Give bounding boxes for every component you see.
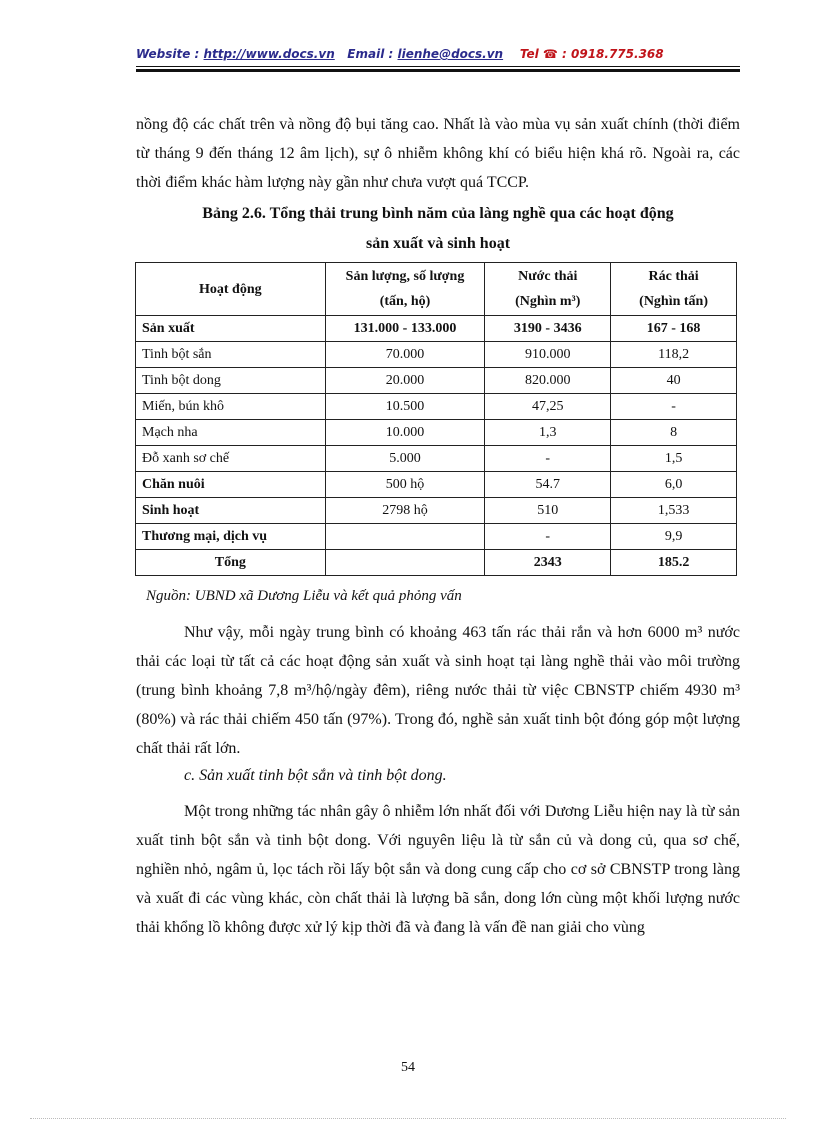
paragraph-2: Như vậy, mỗi ngày trung bình có khoảng 463 tấn rác thải rắn và hơn 6000 m³ nước thải các loại từ tất cả các hoạt động sản xuất và sinh hoạt tại làng nghề thải vào môi trường (trung bình khoảng 7,8 m³/hộ/ngày đêm), riêng nước thải từ việc CBNSTP chiếm 4930 m³ (80%) và rác thải chiếm 450 tấn (97%). Trong đó, nghề sản xuất tinh bột đóng góp một lượng chất thải rất lớn.: [136, 624, 740, 757]
table-caption-line2: sản xuất và sinh hoạt: [365, 235, 511, 252]
paragraph-3: Một trong những tác nhân gây ô nhiễm lớn nhất đối với Dương Liễu hiện nay là từ sản xuất tinh bột sắn và tinh bột dong. Với nguyên liệu là từ sắn củ và dong củ, qua sơ chế, nghiền nhỏ, ngâm ủ, lọc tách rồi lấy bột sắn và dong cung cấp cho cơ sở CBNSTP trong làng và xuất đi các vùng khác, còn chất thải là lượng bã sắn, dong lớn cùng một khối lượng nước thải khổng lồ không được xử lý kịp thời đã và đang là vấn đề nan giải cho vùng: [136, 803, 740, 936]
header-rule-thick: [136, 69, 740, 72]
table-source: Nguồn: UBND xã Dương Liễu và kết quả phỏng vấn: [146, 588, 462, 604]
subheading: c. Sản xuất tinh bột sắn và tinh bột dong.: [184, 767, 447, 784]
tel-number: 0918.775.368: [571, 47, 664, 61]
table-caption-line1: Bảng 2.6. Tổng thải trung bình năm của làng nghề qua các hoạt động: [202, 205, 674, 222]
header-activity: Hoạt động: [136, 263, 326, 316]
table-total-row: Tổng 2343 185.2: [136, 550, 737, 576]
email-label: Email :: [347, 47, 394, 61]
table-row: Sinh hoạt 2798 hộ 510 1,533: [136, 498, 737, 524]
waste-table: [135, 262, 737, 576]
email-link[interactable]: lienhe@docs.vn: [397, 47, 504, 61]
table-row: Thương mại, dịch vụ - 9,9: [136, 524, 737, 550]
table-row: Đỗ xanh sơ chế 5.000 - 1,5: [136, 446, 737, 472]
table-row: Mạch nha 10.000 1,3 8: [136, 420, 737, 446]
table-header-row: [136, 263, 737, 316]
header-wastewater: Nước thải (Nghìn m³): [485, 263, 611, 316]
table-caption: [136, 199, 740, 259]
header-output: Sản lượng, số lượng (tấn, hộ): [325, 263, 485, 316]
header-rule-thin: [136, 66, 740, 67]
tel-label: Tel ☎ :: [519, 47, 567, 61]
footer-rule: [30, 1118, 786, 1119]
table-row: Tinh bột dong 20.000 820.000 40: [136, 368, 737, 394]
table-row: Sản xuất 131.000 - 133.000 3190 - 3436 167 - 168: [136, 316, 737, 342]
table-row: Chăn nuôi 500 hộ 54.7 6,0: [136, 472, 737, 498]
website-link[interactable]: http://www.docs.vn: [203, 47, 335, 61]
paragraph-1: nồng độ các chất trên và nồng độ bụi tăng cao. Nhất là vào mùa vụ sản xuất chính (thời điểm từ tháng 9 đến tháng 12 âm lịch), sự ô nhiễm không khí có biểu hiện khá rõ. Ngoài ra, các thời điểm khác hàm lượng này gần như chưa vượt quá TCCP.: [136, 116, 740, 191]
table-row: Tinh bột sắn 70.000 910.000 118,2: [136, 342, 737, 368]
header-solid-waste: Rác thải (Nghìn tấn): [611, 263, 737, 316]
page-header: [136, 47, 664, 61]
page-number: 54: [401, 1060, 415, 1075]
website-label: Website :: [136, 47, 200, 61]
table-row: Miến, bún khô 10.500 47,25 -: [136, 394, 737, 420]
